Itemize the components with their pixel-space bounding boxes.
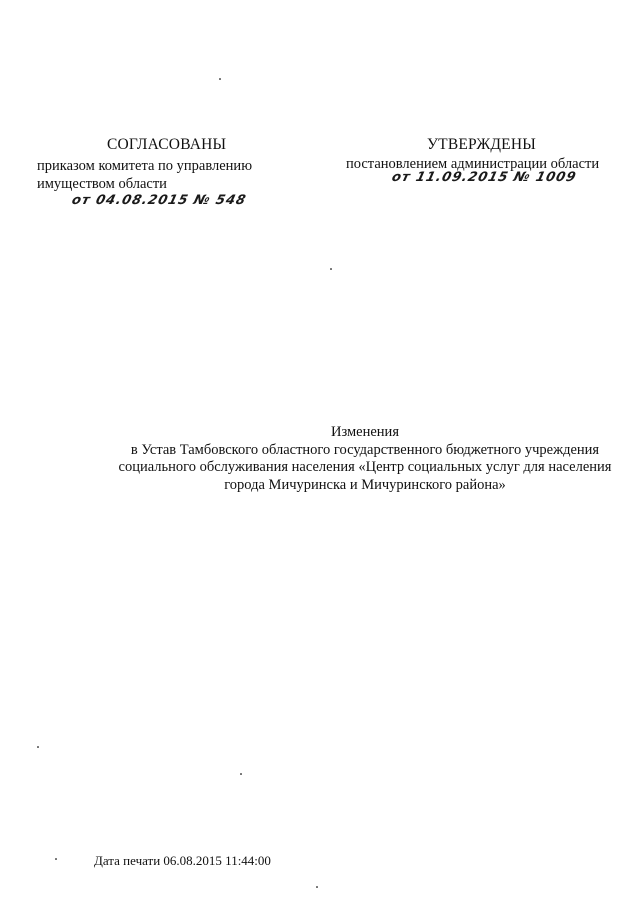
left-handwritten-date-number: от 04.08.2015 № 548 — [70, 193, 248, 208]
scan-speck — [55, 858, 57, 860]
document-title-block — [60, 424, 640, 494]
document-title-line-2: социального обслуживания населения «Центр социальных услуг для населения — [118, 459, 612, 475]
right-handwritten-date-number: от 11.09.2015 № 1009 — [390, 170, 578, 185]
right-block-title: УТВЕРЖДЕНЫ — [427, 136, 536, 153]
scan-speck — [330, 268, 332, 270]
left-block-line-2: имуществом области — [37, 176, 167, 192]
document-heading: Изменения — [331, 424, 399, 440]
left-block-title: СОГЛАСОВАНЫ — [107, 136, 227, 153]
scan-speck — [37, 746, 39, 748]
right-block-line-1: постановлением администрации области — [346, 156, 600, 172]
document-title-line-1: в Устав Тамбовского областного государственного бюджетного учреждения — [130, 441, 600, 458]
scan-speck — [219, 78, 221, 80]
print-date: Дата печати 06.08.2015 11:44:00 — [94, 853, 271, 868]
document-title-line-3: города Мичуринска и Мичуринского района» — [224, 476, 506, 493]
scan-speck — [316, 886, 318, 888]
scan-speck — [240, 773, 242, 775]
left-block-line-1: приказом комитета по управлению — [37, 158, 253, 174]
